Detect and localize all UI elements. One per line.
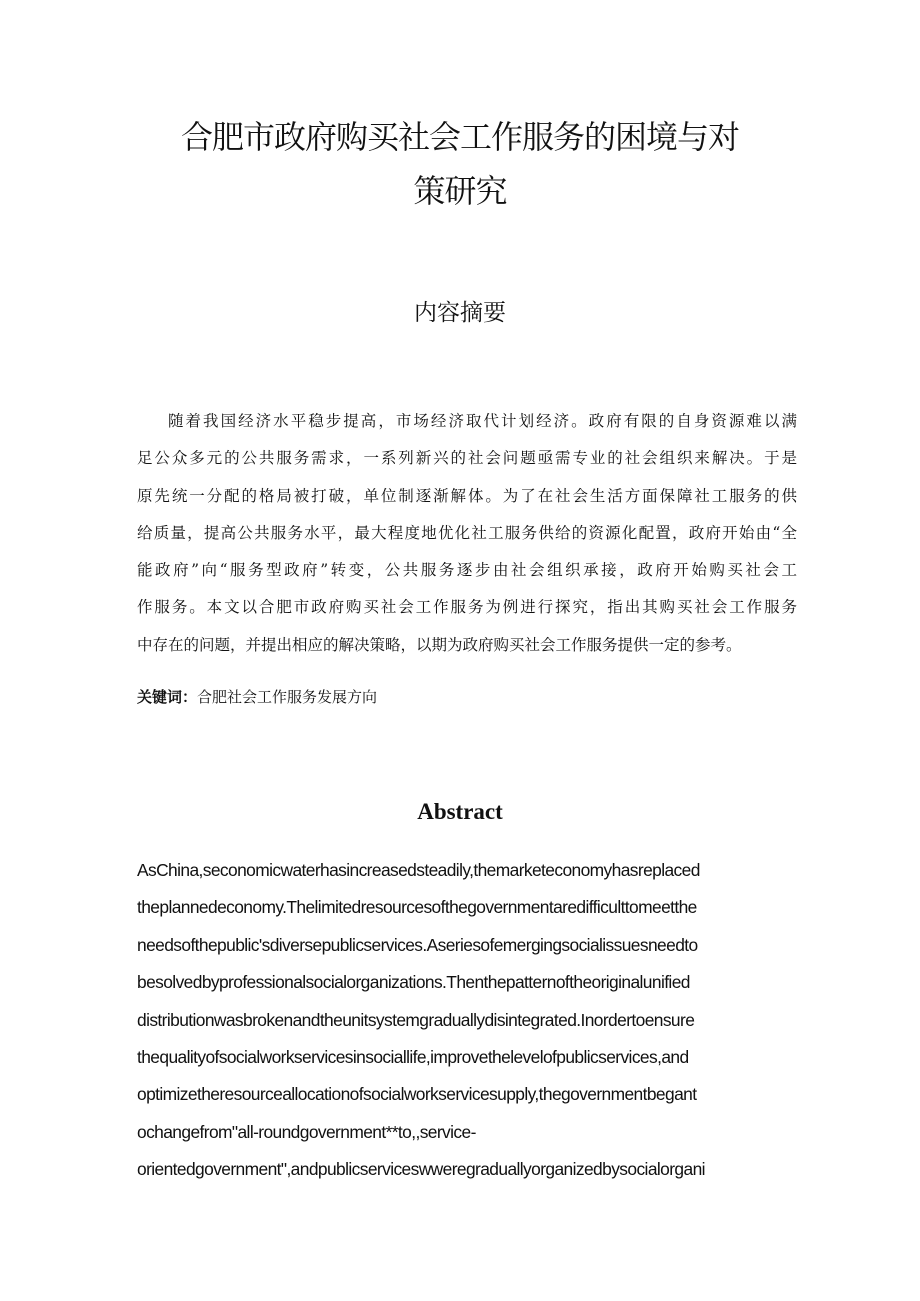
abstract-en-line: distributionwasbrokenandtheunitsystemgraduallydisintegrated.Inordertoensure xyxy=(137,1009,695,1030)
abstract-en-line: thequalityofsocialworkservicesinsociallife,improvethelevelofpublicservices,and xyxy=(137,1047,689,1068)
abstract-en-line: ochangefrom"all-roundgovernment**to,,service- xyxy=(137,1121,476,1142)
document-title-line-2: 策研究 xyxy=(413,172,507,210)
abstract-cn-line: 作服务。本文以合肥市政府购买社会工作服务为例进行探究，指出其购买社会工作服务 xyxy=(137,598,797,617)
abstract-en-line: orientedgovernment",andpublicserviceswweregraduallyorganizedbysocialorgani xyxy=(137,1159,705,1180)
document-title xyxy=(130,110,790,218)
abstract-cn-line: 足公众多元的公共服务需求，一系列新兴的社会问题亟需专业的社会组织来解决。于是 xyxy=(137,449,797,468)
abstract-cn-line: 给质量，提高公共服务水平，最大程度地优化社工服务供给的资源化配置，政府开始由“全 xyxy=(137,523,797,542)
abstract-en-line: needsofthepublic'sdiversepublicservices.Aseriesofemergingsocialissuesneedto xyxy=(137,934,698,955)
abstract-cn-body xyxy=(137,403,797,664)
abstract-en-heading: Abstract xyxy=(417,799,503,824)
abstract-en-line: AsChina,seconomicwaterhasincreasedsteadily,themarketeconomyhasreplaced xyxy=(137,860,700,880)
abstract-cn-line: 能政府”向“服务型政府”转变，公共服务逐步由社会组织承接，政府开始购买社会工 xyxy=(137,561,797,580)
abstract-en-body xyxy=(137,852,797,1189)
keywords-value: 合肥社会工作服务发展方向 xyxy=(197,688,378,706)
keywords-label: 关键词： xyxy=(137,688,198,706)
abstract-cn-line: 中存在的问题，并提出相应的解决策略，以期为政府购买社会工作服务提供一定的参考。 xyxy=(137,635,742,654)
abstract-en-line: theplannedeconomy.Thelimitedresourcesofthegovernmentaredifficulttomeetthe xyxy=(137,897,697,918)
abstract-en-line: besolvedbyprofessionalsocialorganizations.Thenthepatternoftheoriginalunified xyxy=(137,972,690,993)
abstract-cn-line: 随着我国经济水平稳步提高，市场经济取代计划经济。政府有限的自身资源难以满 xyxy=(168,412,797,430)
abstract-cn-heading: 内容摘要 xyxy=(414,300,506,326)
abstract-en-line: optimizetheresourceallocationofsocialworkservicesupply,thegovernmentbegant xyxy=(137,1084,697,1105)
abstract-cn-line: 原先统一分配的格局被打破，单位制逐渐解体。为了在社会生活方面保障社工服务的供 xyxy=(137,486,797,505)
document-title-line-1: 合肥市政府购买社会工作服务的困境与对 xyxy=(180,118,739,156)
keywords xyxy=(137,683,377,711)
